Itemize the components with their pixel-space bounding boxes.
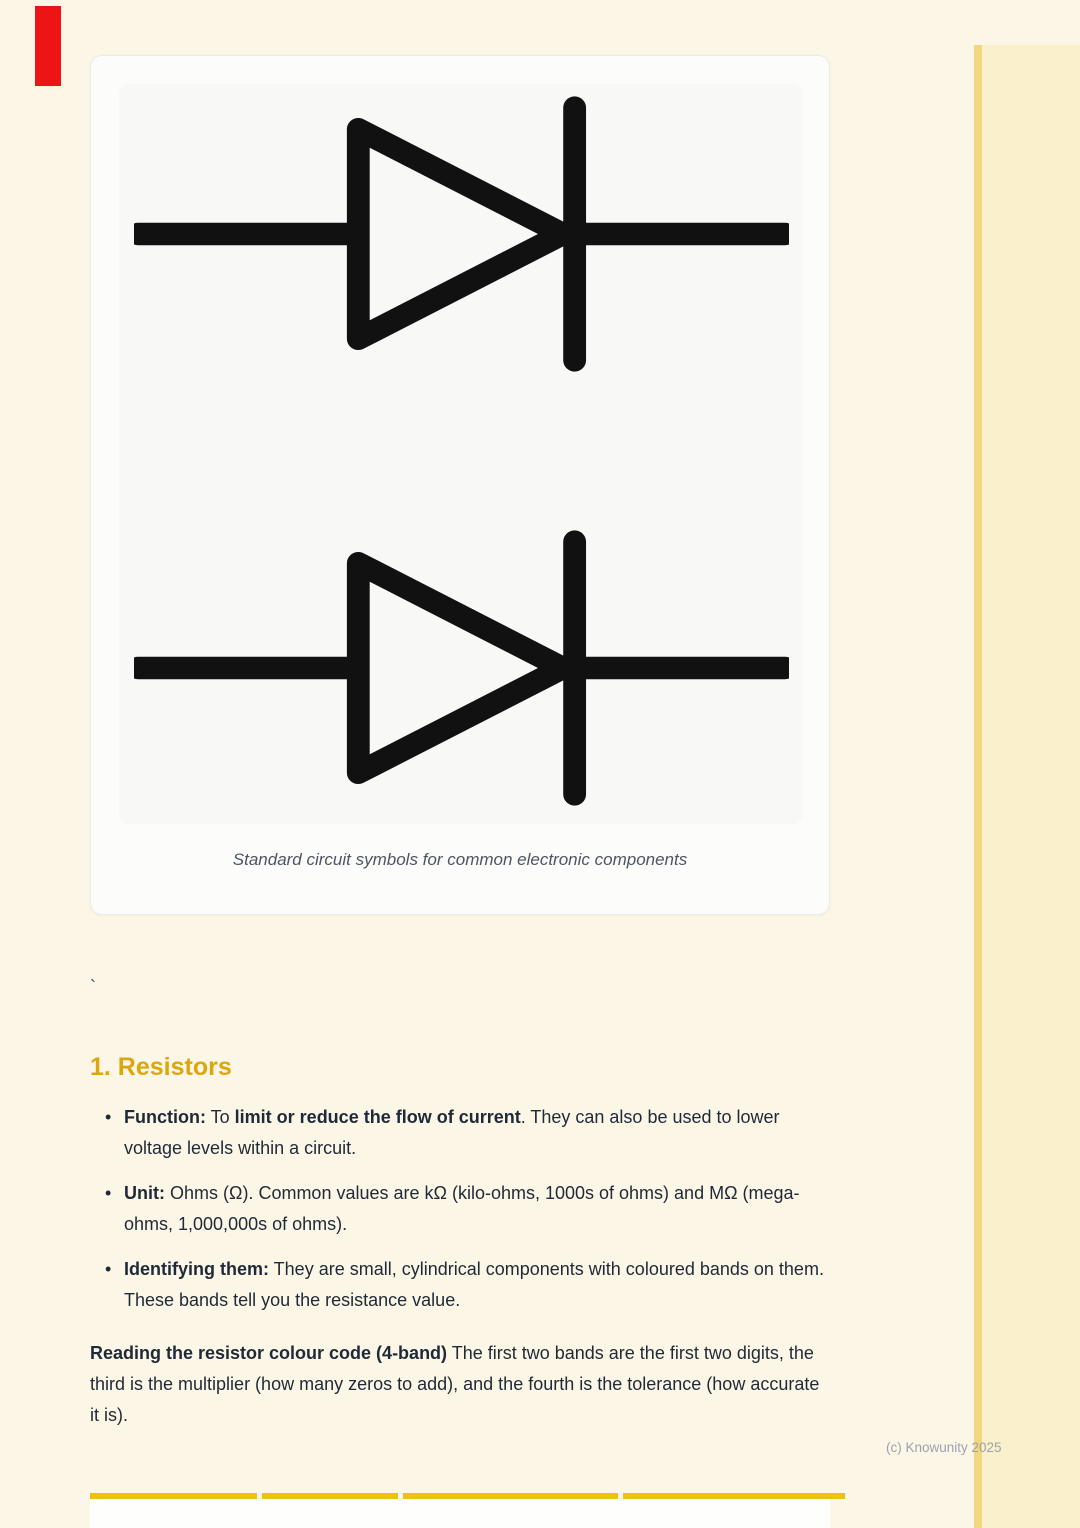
table-border-segments [90,1493,830,1499]
content-column [90,55,830,1528]
section-heading: 1. Resistors [90,1053,232,1081]
table-body-strip [90,1499,830,1528]
circuit-symbols-image [119,84,803,824]
bullet-lead: Unit: [124,1183,165,1203]
table-border-segment [262,1493,399,1499]
bullet-lead: Identifying them: [124,1259,269,1279]
copyright-text: (c) Knowunity 2025 [886,1440,1002,1455]
list-item-function [105,1102,830,1164]
list-item-unit [105,1178,830,1240]
diode-symbol-icon [134,92,789,376]
right-stripe-line [974,45,982,1528]
list-item-identifying [105,1254,830,1316]
bullet-lead: Function: [124,1107,206,1127]
bullet-bold-text: limit or reduce the flow of current [234,1107,521,1127]
table-border-segment [403,1493,618,1499]
bullet-list [105,1102,830,1316]
stray-backtick: ` [90,977,96,997]
paragraph-text: The first two bands are the first two digits, the third is the multiplier (how many zeros to add), and the fourth is the tolerance (how accurate it is). [90,1343,820,1425]
figure-card [90,55,830,915]
table-border-segment [90,1493,257,1499]
red-marker [35,6,61,86]
colour-code-paragraph [90,1338,830,1431]
right-stripe-area [982,45,1080,1528]
paragraph-lead: Reading the resistor colour code (4-band) [90,1343,448,1363]
bullet-text: They are small, cylindrical components with coloured bands on them. These bands tell you the resistance value. [124,1259,824,1310]
bullet-text: Ohms (Ω). Common values are kΩ (kilo-ohms, 1000s of ohms) and MΩ (mega-ohms, 1,000,000s of ohms). [124,1183,800,1234]
bullet-text: To [205,1107,235,1127]
figure-caption: Standard circuit symbols for common electronic components [232,850,688,869]
table-border-segment [623,1493,845,1499]
diode-symbol-icon [134,526,789,810]
table-top-border [90,1493,830,1528]
bullet-text: . They can also be used to lower voltage levels within a circuit. [124,1107,780,1158]
